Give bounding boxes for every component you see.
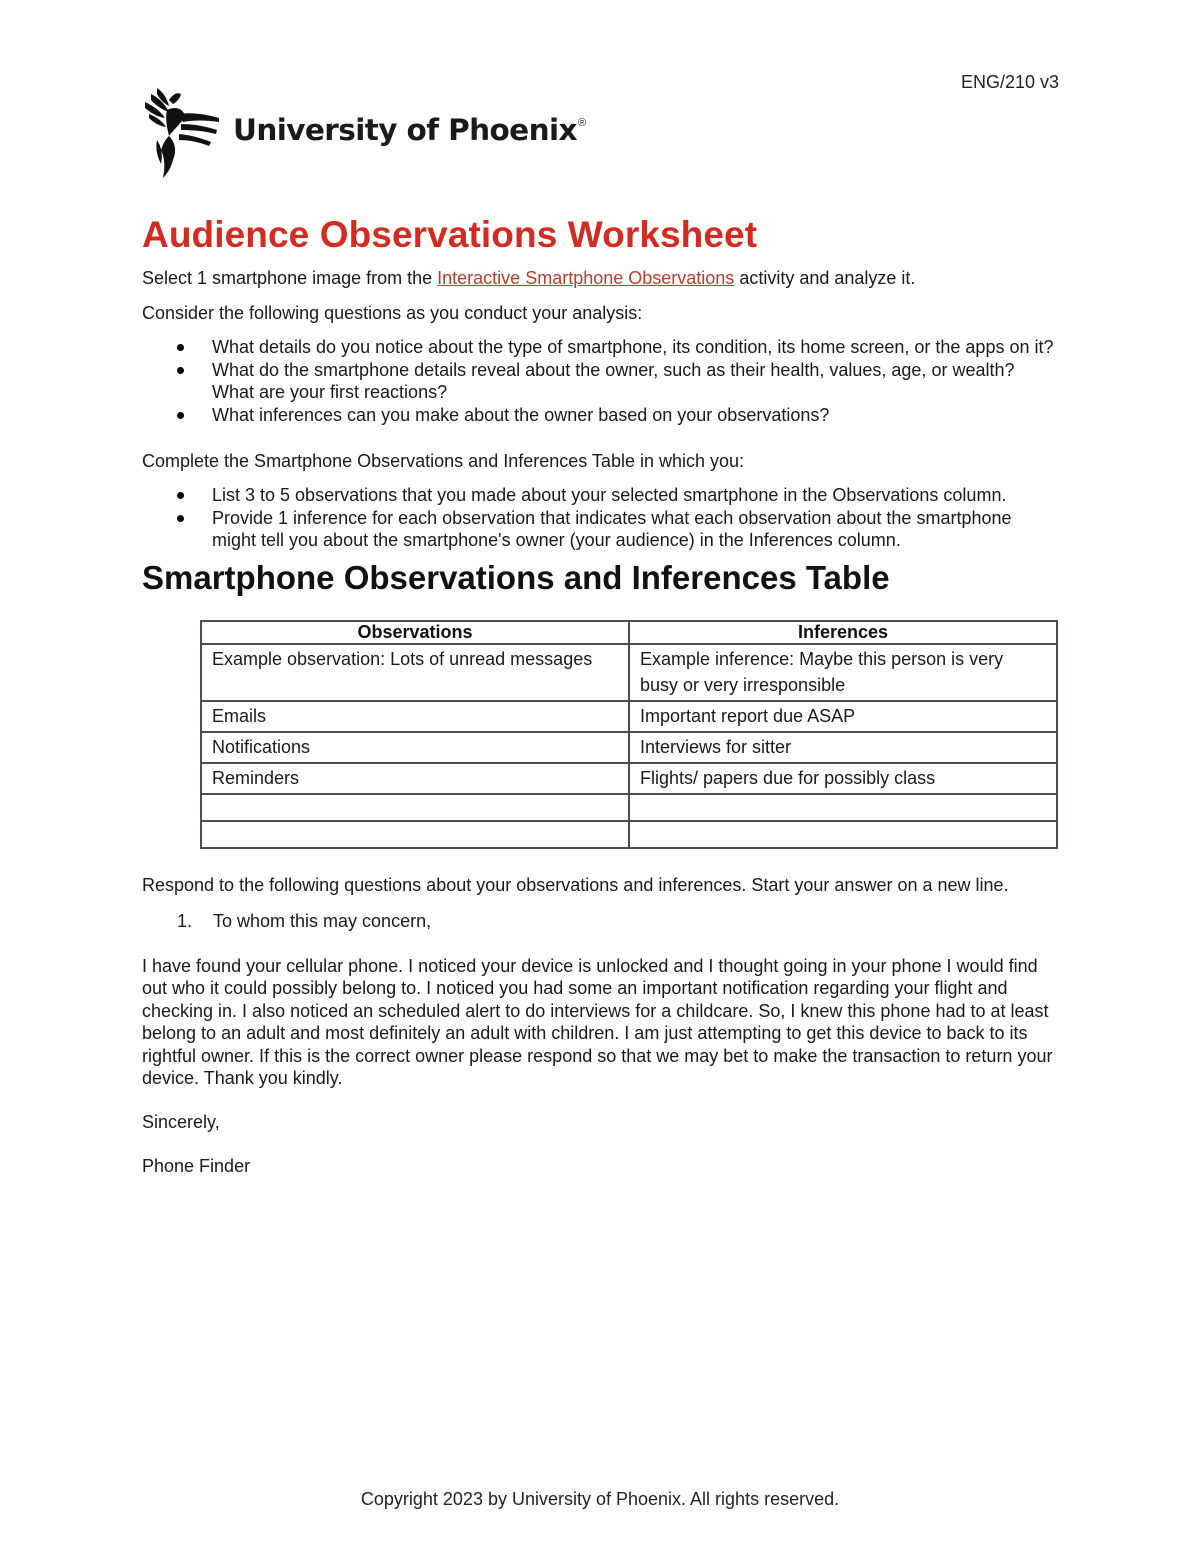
inference-cell: Example inference: Maybe this person is very busy or very irresponsible xyxy=(629,644,1057,701)
observation-cell: Notifications xyxy=(201,732,629,763)
list-item: What details do you notice about the type of smartphone, its condition, its home screen, or the apps on it? xyxy=(142,336,1058,359)
table-title: Smartphone Observations and Inferences Table xyxy=(142,558,890,596)
document-content xyxy=(142,213,1058,1177)
list-item: Provide 1 inference for each observation that indicates what each observation about the smartphone might tell you about the smartphone's owner (your audience) in the Inferences column. xyxy=(142,507,1058,552)
complete-paragraph: Complete the Smartphone Observations and Inferences Table in which you: xyxy=(142,451,745,471)
letter-response xyxy=(142,955,1058,1178)
table-row xyxy=(201,644,1057,701)
page-title: Audience Observations Worksheet xyxy=(142,214,758,255)
complete-list xyxy=(142,484,1058,552)
table-row xyxy=(201,701,1057,732)
copyright-footer: Copyright 2023 by University of Phoenix. All rights reserved. xyxy=(360,1489,840,1509)
intro-paragraph: Select 1 smartphone image from the Interactive Smartphone Observations activity and analyze it. xyxy=(142,268,916,288)
letter-body: I have found your cellular phone. I noticed your device is unlocked and I thought going in your phone I would find out who it could possibly belong to. I noticed you had some an important notification regarding your flight and checking in. I also noticed an scheduled alert to do interviews for a childcare. So, I knew this phone had to at least belong to an adult and most definitely an adult with children. I am just attempting to get this device to back to its rightful owner. If this is the correct owner please respond so that we may bet to make the transaction to return your device. Thank you kindly. xyxy=(142,955,1053,1089)
observations-table xyxy=(200,620,1058,849)
observation-cell: Example observation: Lots of unread messages xyxy=(201,644,629,701)
inferences-header: Inferences xyxy=(629,621,1057,644)
inference-cell: Flights/ papers due for possibly class xyxy=(629,763,1057,794)
list-item: List 3 to 5 observations that you made about your selected smartphone in the Observations column. xyxy=(142,484,1058,507)
table-row xyxy=(201,763,1057,794)
list-number: 1. xyxy=(177,910,193,931)
observations-header: Observations xyxy=(201,621,629,644)
respond-paragraph: Respond to the following questions about your observations and inferences. Start your answer on a new line. xyxy=(142,874,1009,895)
observation-cell xyxy=(201,794,629,821)
inference-cell: Important report due ASAP xyxy=(629,701,1057,732)
logo-wordmark: University of Phoenix® xyxy=(233,113,586,147)
table-row xyxy=(201,732,1057,763)
table-header-row xyxy=(201,621,1057,644)
letter-signature: Phone Finder xyxy=(142,1155,251,1176)
course-code: ENG/210 v3 xyxy=(960,72,1059,92)
letter-closing: Sincerely, xyxy=(142,1112,220,1133)
university-logo xyxy=(143,84,585,178)
registered-mark: ® xyxy=(577,117,586,129)
list-item: What inferences can you make about the owner based on your observations? xyxy=(142,404,1058,427)
inference-cell: Interviews for sitter xyxy=(629,732,1057,763)
table-row xyxy=(201,794,1057,821)
observation-cell xyxy=(201,821,629,848)
list-item: 1. To whom this may concern, xyxy=(177,910,432,931)
inference-cell xyxy=(629,821,1057,848)
inference-cell xyxy=(629,794,1057,821)
phoenix-bird-icon xyxy=(143,84,223,178)
consider-list xyxy=(142,336,1058,426)
observation-cell: Emails xyxy=(201,701,629,732)
numbered-list xyxy=(142,910,1058,932)
interactive-smartphone-link[interactable]: Interactive Smartphone Observations xyxy=(437,268,735,288)
consider-paragraph: Consider the following questions as you conduct your analysis: xyxy=(142,303,643,323)
table-row xyxy=(201,821,1057,848)
list-item: What do the smartphone details reveal about the owner, such as their health, values, age, or wealth? What are your first reactions? xyxy=(142,359,1058,404)
observation-cell: Reminders xyxy=(201,763,629,794)
